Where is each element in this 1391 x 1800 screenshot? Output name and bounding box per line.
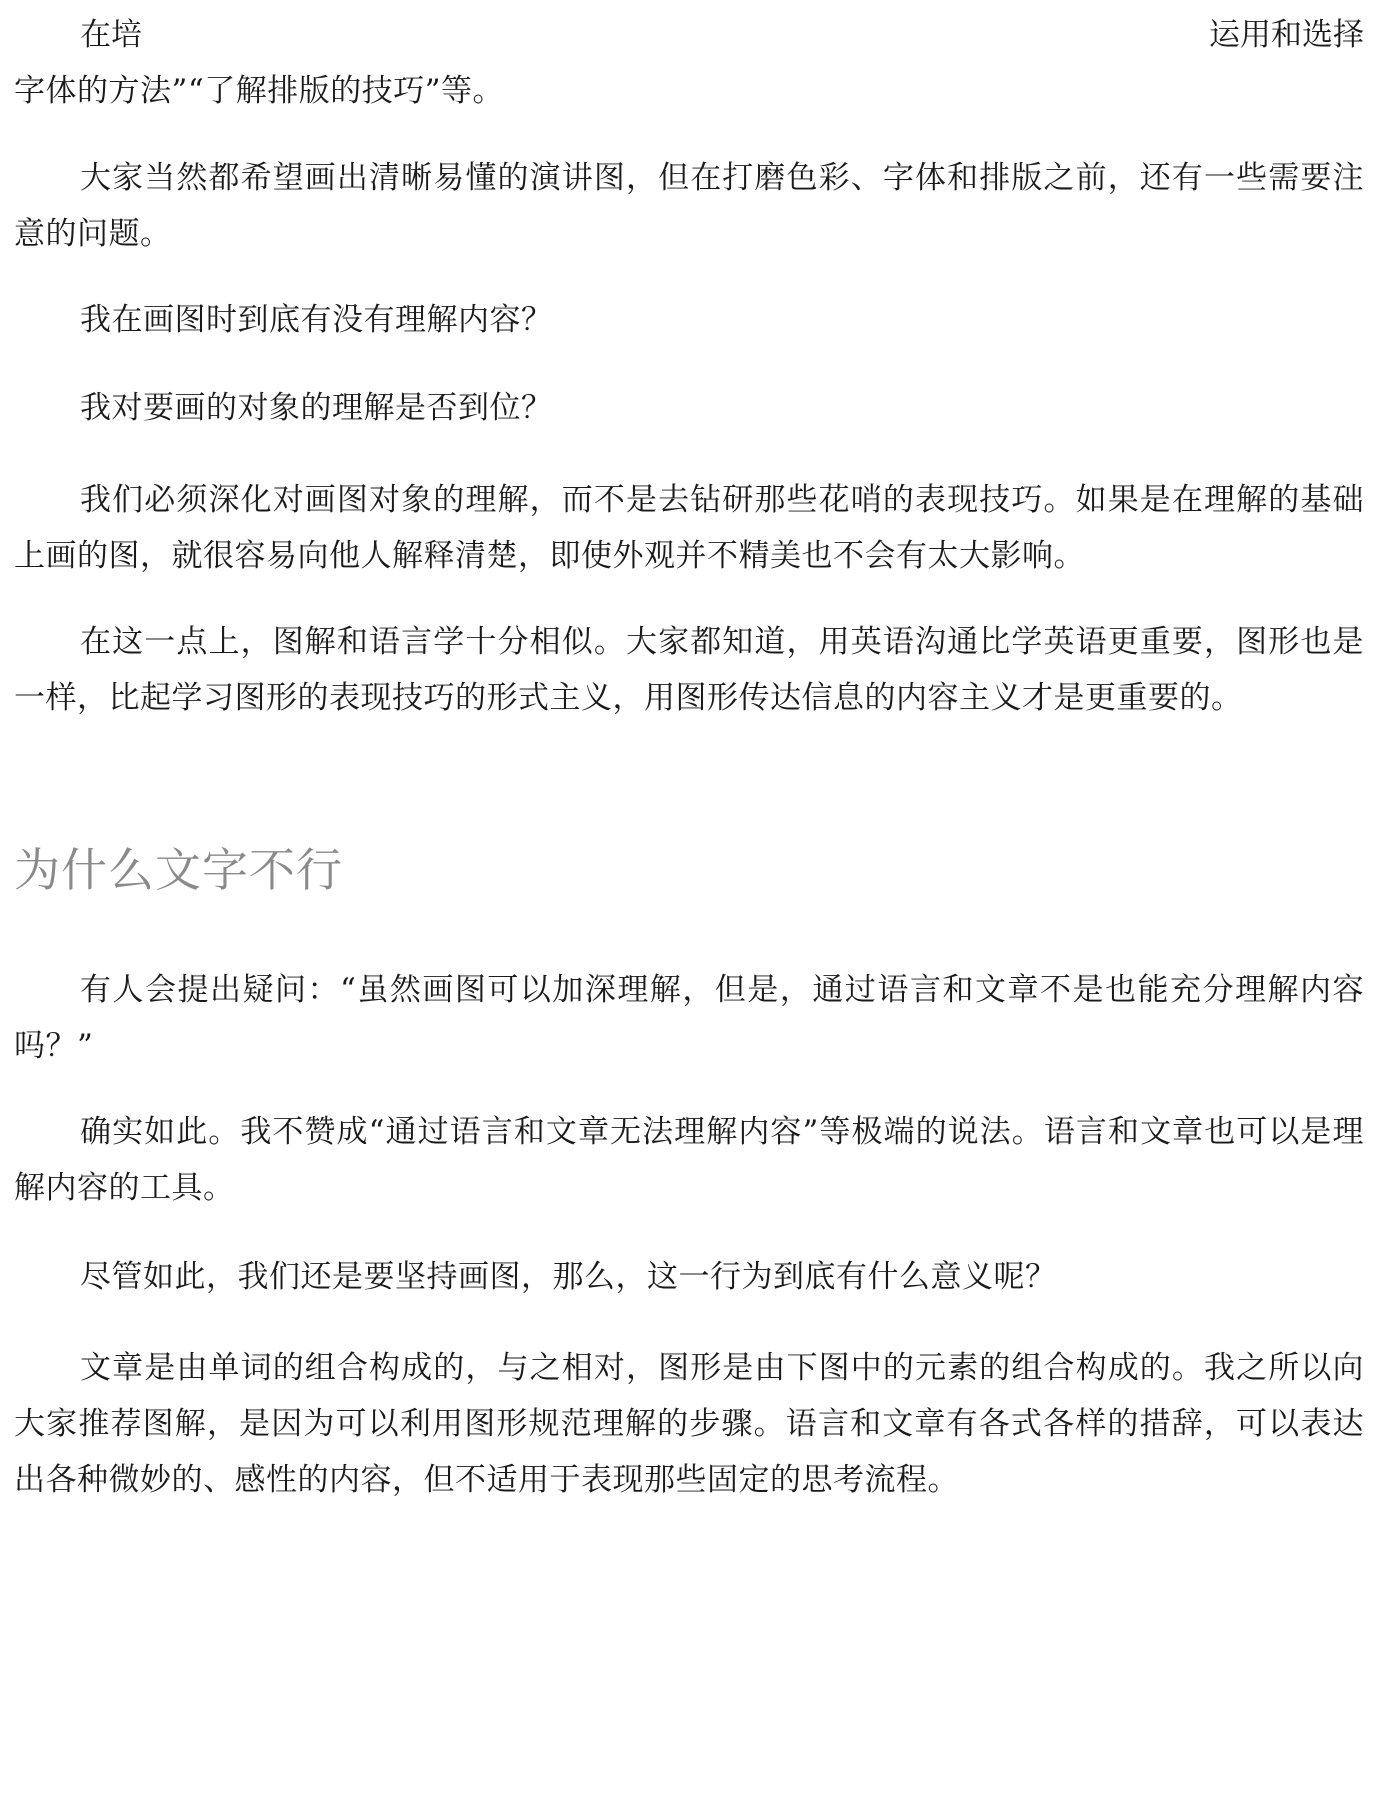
top-line-left-fragment: 在培 — [80, 17, 142, 53]
paragraph: 我们必须深化对画图对象的理解，而不是去钻研那些花哨的表现技巧。如果是在理解的基础上画的图，就很容易向他人解释清楚，即使外观并不精美也不会有太大影响。 — [14, 482, 1364, 574]
section-heading: 为什么文字不行 — [14, 843, 343, 897]
paragraph: 有人会提出疑问：“虽然画图可以加深理解，但是，通过语言和文章不是也能充分理解内容吗？” — [14, 972, 1364, 1064]
paragraph-question: 尽管如此，我们还是要坚持画图，那么，这一行为到底有什么意义呢？ — [80, 1259, 1057, 1295]
paragraph-question: 我对要画的对象的理解是否到位？ — [80, 390, 553, 426]
paragraph-continuation: 字体的方法”“了解排版的技巧”等。 — [14, 73, 505, 109]
paragraph: 大家当然都希望画出清晰易懂的演讲图，但在打磨色彩、字体和排版之前，还有一些需要注意的问题。 — [14, 160, 1364, 252]
paragraph: 确实如此。我不赞成“通过语言和文章无法理解内容”等极端的说法。语言和文章也可以是理解内容的工具。 — [14, 1114, 1364, 1206]
top-line-right-fragment: 运用和选择 — [1209, 17, 1364, 53]
top-line — [14, 12, 1364, 58]
paragraph: 文章是由单词的组合构成的，与之相对，图形是由下图中的元素的组合构成的。我之所以向大家推荐图解，是因为可以利用图形规范理解的步骤。语言和文章有各式各样的措辞，可以表达出各种微妙的、感性的内容，但不适用于表现那些固定的思考流程。 — [14, 1350, 1364, 1498]
paragraph-question: 我在画图时到底有没有理解内容？ — [80, 302, 553, 338]
paragraph: 在这一点上，图解和语言学十分相似。大家都知道，用英语沟通比学英语更重要，图形也是一样，比起学习图形的表现技巧的形式主义，用图形传达信息的内容主义才是更重要的。 — [14, 624, 1364, 716]
